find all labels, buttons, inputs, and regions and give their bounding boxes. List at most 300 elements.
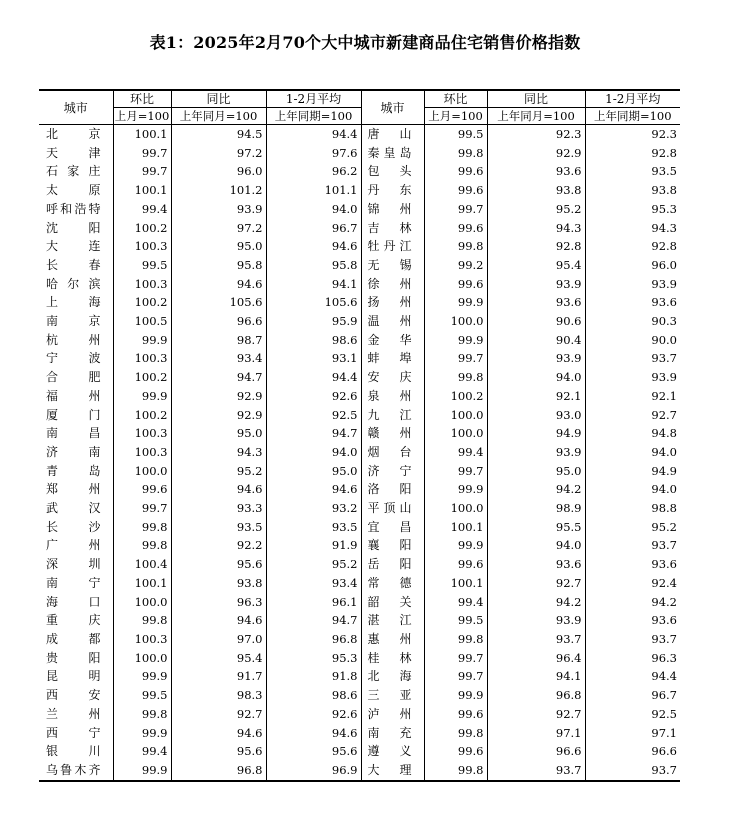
mom-value-left: 99.8 [113,611,171,630]
city-name-left: 沈 阳 [39,219,113,238]
mom-value-left: 100.3 [113,275,171,294]
mom-value-left: 100.3 [113,424,171,443]
mom-value-left: 100.4 [113,555,171,574]
yoy-value-right: 94.0 [487,536,585,555]
avg-value-right: 93.6 [651,295,677,310]
city-name-left: 银 川 [39,742,113,761]
table-row [39,312,680,331]
mom-value-left: 99.9 [113,761,171,781]
yoy-value-right: 94.3 [487,219,585,238]
city-name-left: 呼和浩特 [39,200,113,219]
mom-value-right: 99.8 [424,761,487,781]
yoy-value-right: 93.9 [487,443,585,462]
avg-value-right: 92.1 [651,388,677,403]
city-name-left: 青 岛 [39,462,113,481]
city-name-right: 泸 州 [361,705,424,724]
yoy-value-left: 94.6 [171,480,266,499]
table-row [39,686,680,705]
yoy-value-left: 95.6 [171,555,266,574]
avg-value-left: 93.4 [266,574,361,593]
table-row [39,331,680,350]
mom-value-left: 100.1 [113,125,171,144]
mom-value-left: 100.3 [113,237,171,256]
city-name-right: 桂 林 [361,649,424,668]
yoy-value-right: 96.8 [487,686,585,705]
mom-value-right: 99.6 [424,162,487,181]
mom-value-right: 99.6 [424,275,487,294]
avg-value-left: 95.0 [266,462,361,481]
avg-value-right: 94.4 [651,669,677,684]
city-name-left: 厦 门 [39,406,113,425]
yoy-value-left: 94.6 [171,611,266,630]
city-name-right: 赣 州 [361,424,424,443]
city-name-right: 岳 阳 [361,555,424,574]
mom-value-left: 99.9 [113,724,171,743]
city-name-right: 安 庆 [361,368,424,387]
table-row [39,293,680,312]
avg-value-right: 94.3 [651,220,677,235]
mom-value-left: 100.1 [113,181,171,200]
avg-value-left: 97.6 [266,144,361,163]
city-name-right: 锦 州 [361,200,424,219]
yoy-value-left: 91.7 [171,667,266,686]
table-row [39,200,680,219]
mom-value-right: 100.1 [424,574,487,593]
avg-value-right: 92.8 [651,239,677,254]
avg-value-right: 93.5 [651,164,677,179]
mom-value-right: 99.6 [424,742,487,761]
yoy-value-left: 96.0 [171,162,266,181]
yoy-value-left: 96.8 [171,761,266,781]
header-city-right: 城市 [361,90,424,125]
yoy-value-right: 94.2 [487,480,585,499]
city-name-left: 太 原 [39,181,113,200]
mom-value-right: 99.7 [424,200,487,219]
avg-value-left: 94.6 [266,237,361,256]
yoy-value-right: 93.9 [487,349,585,368]
city-name-left: 深 圳 [39,555,113,574]
mom-value-left: 99.4 [113,742,171,761]
table-row [39,611,680,630]
city-name-right: 徐 州 [361,275,424,294]
city-name-left: 西 宁 [39,724,113,743]
header-avg-base-left: 上年同期=100 [266,108,361,125]
avg-value-left: 96.7 [266,219,361,238]
mom-value-left: 100.2 [113,293,171,312]
mom-value-right: 99.4 [424,443,487,462]
city-name-left: 广 州 [39,536,113,555]
avg-value-left: 101.1 [266,181,361,200]
mom-value-left: 99.9 [113,387,171,406]
avg-value-left: 95.3 [266,649,361,668]
yoy-value-left: 94.7 [171,368,266,387]
mom-value-left: 100.5 [113,312,171,331]
mom-value-left: 100.3 [113,443,171,462]
city-name-left: 南 宁 [39,574,113,593]
table-row [39,667,680,686]
price-index-table [39,89,680,782]
city-name-right: 扬 州 [361,293,424,312]
avg-value-right: 94.9 [651,463,677,478]
avg-value-right: 93.7 [651,631,677,646]
avg-value-right: 95.2 [651,519,677,534]
mom-value-right: 99.5 [424,125,487,144]
avg-value-right: 95.3 [651,201,677,216]
avg-value-right: 93.7 [651,351,677,366]
mom-value-left: 99.9 [113,667,171,686]
city-name-right: 包 头 [361,162,424,181]
yoy-value-right: 94.0 [487,368,585,387]
city-name-left: 长 沙 [39,518,113,537]
city-name-left: 西 安 [39,686,113,705]
city-name-left: 石家庄 [39,162,113,181]
yoy-value-left: 97.2 [171,219,266,238]
mom-value-right: 99.9 [424,293,487,312]
yoy-value-left: 94.6 [171,724,266,743]
mom-value-right: 99.7 [424,649,487,668]
avg-value-left: 93.2 [266,499,361,518]
city-name-right: 北 海 [361,667,424,686]
city-name-left: 杭 州 [39,331,113,350]
yoy-value-left: 98.7 [171,331,266,350]
page-title: 表1：2025年2月70个大中城市新建商品住宅销售价格指数 [149,33,581,52]
avg-value-left: 94.6 [266,480,361,499]
avg-value-left: 95.8 [266,256,361,275]
avg-value-left: 91.9 [266,536,361,555]
mom-value-left: 99.8 [113,536,171,555]
yoy-value-right: 94.2 [487,593,585,612]
header-mom-left: 环比 [113,90,171,108]
mom-value-left: 99.8 [113,705,171,724]
header-yoy-right: 同比 [487,90,585,108]
yoy-value-left: 95.2 [171,462,266,481]
mom-value-right: 99.9 [424,686,487,705]
table-row [39,555,680,574]
avg-value-right: 94.8 [651,426,677,441]
mom-value-left: 100.3 [113,349,171,368]
yoy-value-right: 93.9 [487,611,585,630]
mom-value-right: 100.0 [424,406,487,425]
avg-value-left: 92.6 [266,705,361,724]
yoy-value-right: 93.8 [487,181,585,200]
yoy-value-left: 94.5 [171,125,266,144]
city-name-left: 天 津 [39,144,113,163]
yoy-value-right: 94.9 [487,424,585,443]
yoy-value-right: 90.4 [487,331,585,350]
city-name-left: 哈尔滨 [39,275,113,294]
yoy-value-left: 94.6 [171,275,266,294]
mom-value-right: 99.8 [424,237,487,256]
city-name-right: 济 宁 [361,462,424,481]
avg-value-right: 92.4 [651,575,677,590]
city-name-right: 唐 山 [361,125,424,144]
mom-value-left: 99.9 [113,331,171,350]
city-name-right: 大 理 [361,761,424,781]
avg-value-right: 93.7 [651,538,677,553]
yoy-value-right: 98.9 [487,499,585,518]
yoy-value-right: 93.6 [487,555,585,574]
yoy-value-left: 93.8 [171,574,266,593]
table-row [39,144,680,163]
mom-value-right: 100.0 [424,499,487,518]
avg-value-left: 93.1 [266,349,361,368]
avg-value-right: 94.2 [651,594,677,609]
mom-value-left: 99.7 [113,499,171,518]
table-row [39,181,680,200]
mom-value-right: 99.8 [424,144,487,163]
avg-value-left: 96.2 [266,162,361,181]
mom-value-right: 99.4 [424,593,487,612]
table-row [39,275,680,294]
table-row [39,424,680,443]
yoy-value-right: 93.6 [487,162,585,181]
yoy-value-left: 97.0 [171,630,266,649]
yoy-value-right: 92.7 [487,574,585,593]
table-row [39,499,680,518]
yoy-value-right: 97.1 [487,724,585,743]
city-name-right: 南 充 [361,724,424,743]
yoy-value-right: 90.6 [487,312,585,331]
table-row [39,574,680,593]
yoy-value-left: 93.9 [171,200,266,219]
city-name-left: 郑 州 [39,480,113,499]
city-name-left: 北 京 [39,125,113,144]
table-row [39,649,680,668]
city-name-right: 烟 台 [361,443,424,462]
header-mom-right: 环比 [424,90,487,108]
city-name-right: 牡丹江 [361,237,424,256]
mom-value-left: 99.6 [113,480,171,499]
yoy-value-left: 96.6 [171,312,266,331]
avg-value-left: 98.6 [266,686,361,705]
table-row [39,443,680,462]
avg-value-right: 96.3 [651,650,677,665]
mom-value-left: 100.2 [113,406,171,425]
yoy-value-right: 93.9 [487,275,585,294]
yoy-value-right: 96.4 [487,649,585,668]
yoy-value-left: 93.3 [171,499,266,518]
mom-value-right: 99.6 [424,181,487,200]
city-name-right: 三 亚 [361,686,424,705]
avg-value-right: 93.6 [651,557,677,572]
table-row [39,387,680,406]
yoy-value-left: 105.6 [171,293,266,312]
mom-value-right: 99.2 [424,256,487,275]
mom-value-right: 99.9 [424,536,487,555]
header-yoy-base-left: 上年同月=100 [171,108,266,125]
avg-value-left: 95.6 [266,742,361,761]
avg-value-left: 96.8 [266,630,361,649]
table-row [39,237,680,256]
avg-value-left: 94.6 [266,724,361,743]
header-city-left: 城市 [39,90,113,125]
mom-value-right: 99.7 [424,667,487,686]
table-row [39,256,680,275]
city-name-right: 九 江 [361,406,424,425]
yoy-value-right: 92.1 [487,387,585,406]
table-body [39,125,680,781]
yoy-value-left: 98.3 [171,686,266,705]
city-name-left: 南 昌 [39,424,113,443]
mom-value-right: 100.0 [424,312,487,331]
header-mom-base-right: 上月=100 [424,108,487,125]
mom-value-right: 99.5 [424,611,487,630]
table-row [39,705,680,724]
table-row [39,462,680,481]
avg-value-left: 92.6 [266,387,361,406]
yoy-value-right: 93.7 [487,761,585,781]
yoy-value-left: 92.2 [171,536,266,555]
city-name-left: 兰 州 [39,705,113,724]
avg-value-right: 96.0 [651,257,677,272]
yoy-value-left: 95.4 [171,649,266,668]
city-name-right: 襄 阳 [361,536,424,555]
mom-value-right: 99.8 [424,368,487,387]
mom-value-right: 99.6 [424,219,487,238]
avg-value-left: 94.7 [266,611,361,630]
city-name-right: 遵 义 [361,742,424,761]
mom-value-left: 100.0 [113,462,171,481]
city-name-left: 昆 明 [39,667,113,686]
avg-value-left: 94.0 [266,443,361,462]
city-name-left: 武 汉 [39,499,113,518]
city-name-right: 丹 东 [361,181,424,200]
mom-value-right: 99.8 [424,724,487,743]
table-row [39,724,680,743]
avg-value-left: 94.4 [266,368,361,387]
avg-value-right: 97.1 [651,725,677,740]
yoy-value-left: 95.8 [171,256,266,275]
header-yoy-left: 同比 [171,90,266,108]
avg-value-left: 94.7 [266,424,361,443]
mom-value-left: 99.7 [113,162,171,181]
avg-value-right: 93.6 [651,613,677,628]
city-name-left: 济 南 [39,443,113,462]
mom-value-right: 99.6 [424,555,487,574]
city-name-right: 吉 林 [361,219,424,238]
avg-value-right: 92.5 [651,706,677,721]
avg-value-right: 90.3 [651,314,677,329]
city-name-right: 蚌 埠 [361,349,424,368]
yoy-value-right: 93.0 [487,406,585,425]
avg-value-right: 92.7 [651,407,677,422]
city-name-right: 宜 昌 [361,518,424,537]
mom-value-right: 99.9 [424,331,487,350]
header-avg-right: 1-2月平均 [585,90,680,108]
city-name-right: 秦皇岛 [361,144,424,163]
avg-value-left: 94.1 [266,275,361,294]
yoy-value-left: 97.2 [171,144,266,163]
mom-value-right: 100.0 [424,424,487,443]
yoy-value-right: 93.6 [487,293,585,312]
yoy-value-left: 92.7 [171,705,266,724]
table-row [39,593,680,612]
yoy-value-right: 93.7 [487,630,585,649]
table-row [39,518,680,537]
city-name-left: 海 口 [39,593,113,612]
city-name-left: 大 连 [39,237,113,256]
yoy-value-right: 92.9 [487,144,585,163]
mom-value-left: 99.5 [113,686,171,705]
avg-value-left: 105.6 [266,293,361,312]
yoy-value-left: 93.4 [171,349,266,368]
avg-value-right: 93.9 [651,370,677,385]
mom-value-left: 100.0 [113,649,171,668]
avg-value-left: 95.9 [266,312,361,331]
table-row [39,742,680,761]
avg-value-right: 93.8 [651,183,677,198]
mom-value-left: 99.8 [113,518,171,537]
city-name-left: 合 肥 [39,368,113,387]
city-name-right: 温 州 [361,312,424,331]
yoy-value-left: 96.3 [171,593,266,612]
avg-value-right: 92.3 [651,127,677,141]
mom-value-right: 100.2 [424,387,487,406]
avg-value-left: 93.5 [266,518,361,537]
yoy-value-right: 95.5 [487,518,585,537]
yoy-value-left: 95.6 [171,742,266,761]
city-name-left: 福 州 [39,387,113,406]
city-name-left: 南 京 [39,312,113,331]
yoy-value-left: 92.9 [171,406,266,425]
avg-value-left: 96.1 [266,593,361,612]
yoy-value-right: 95.0 [487,462,585,481]
table-row [39,349,680,368]
mom-value-left: 100.1 [113,574,171,593]
yoy-value-right: 95.4 [487,256,585,275]
yoy-value-right: 92.3 [487,125,585,144]
city-name-left: 贵 阳 [39,649,113,668]
avg-value-right: 94.0 [651,482,677,497]
avg-value-right: 92.8 [651,145,677,160]
yoy-value-left: 95.0 [171,237,266,256]
avg-value-right: 96.6 [651,744,677,759]
yoy-value-right: 95.2 [487,200,585,219]
mom-value-left: 100.2 [113,219,171,238]
mom-value-left: 99.4 [113,200,171,219]
avg-value-left: 94.0 [266,200,361,219]
city-name-right: 惠 州 [361,630,424,649]
avg-value-right: 93.7 [585,761,680,781]
header-avg-left: 1-2月平均 [266,90,361,108]
city-name-right: 韶 关 [361,593,424,612]
yoy-value-left: 94.3 [171,443,266,462]
city-name-left: 长 春 [39,256,113,275]
yoy-value-right: 92.7 [487,705,585,724]
table-row [39,630,680,649]
city-name-left: 乌鲁木齐 [39,761,113,781]
yoy-value-left: 93.5 [171,518,266,537]
mom-value-right: 99.7 [424,462,487,481]
mom-value-left: 99.7 [113,144,171,163]
city-name-left: 宁 波 [39,349,113,368]
avg-value-right: 96.7 [651,688,677,703]
avg-value-left: 98.6 [266,331,361,350]
city-name-left: 重 庆 [39,611,113,630]
yoy-value-right: 94.1 [487,667,585,686]
avg-value-right: 98.8 [651,501,677,516]
yoy-value-left: 101.2 [171,181,266,200]
avg-value-right: 94.0 [651,444,677,459]
table-row [39,368,680,387]
mom-value-left: 100.3 [113,630,171,649]
city-name-left: 上 海 [39,293,113,312]
table-row [39,406,680,425]
avg-value-left: 91.8 [266,667,361,686]
table-row [39,761,680,781]
yoy-value-right: 92.8 [487,237,585,256]
header-avg-base-right: 上年同期=100 [585,108,680,125]
